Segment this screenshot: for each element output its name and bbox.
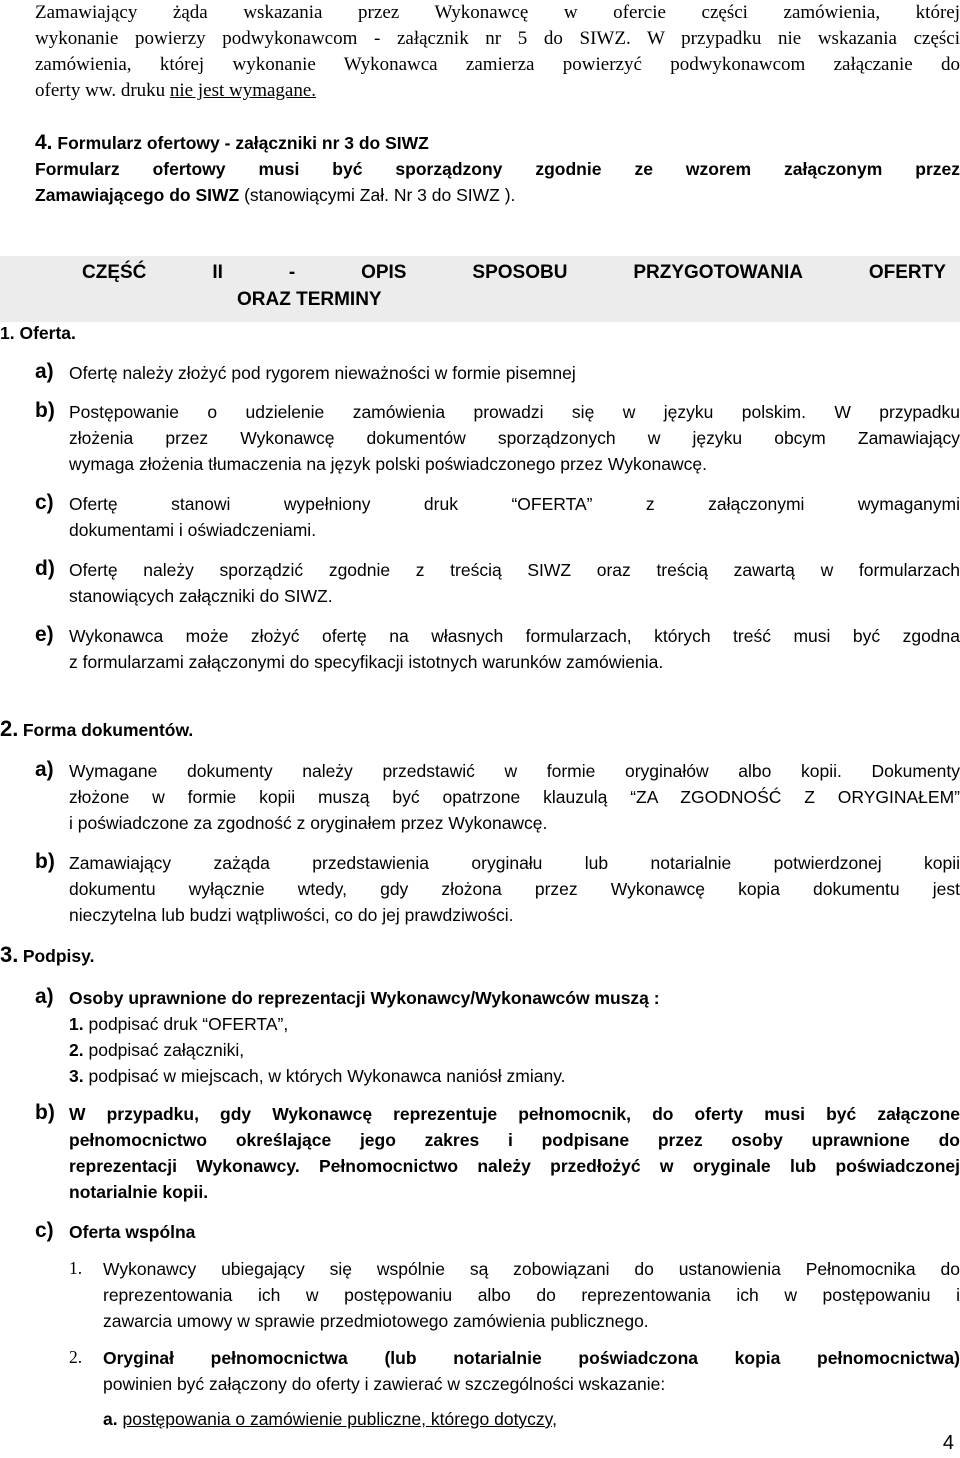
section-4: [35, 130, 960, 208]
oferta-item-d: [69, 557, 960, 609]
item-text: powinien być załączony do oferty i zawierać w szczególności wskazanie:: [103, 1374, 666, 1394]
item-text: wymaga złożenia tłumaczenia na język polski poświadczonego przez Wykonawcę.: [69, 454, 707, 474]
intro-underlined-text: nie jest wymagane.: [169, 80, 317, 101]
item-text: pełnomocnictwo określające jego zakres i podpisane przez osoby uprawnione do: [69, 1130, 960, 1150]
intro-line: zamówienia, której wykonanie Wykonawca zamierza powierzyć podwykonawcom załączanie do: [35, 54, 960, 75]
item-text: złożenia przez Wykonawcę dokumentów sporządzonych w języku obcym Zamawiający: [69, 428, 960, 448]
sub-letter: a.: [103, 1409, 118, 1429]
section-number: 3.: [0, 942, 19, 967]
list-item: [69, 1011, 960, 1037]
list-number: 2.: [69, 1347, 83, 1367]
forma-item-b: [69, 850, 960, 928]
page-number: 4: [942, 1432, 954, 1454]
list-number: 1.: [69, 1258, 83, 1278]
item-heading: Osoby uprawnione do reprezentacji Wykonawcy/Wykonawców muszą :: [69, 988, 660, 1008]
list-text: podpisać w miejscach, w których Wykonawca naniósł zmiany.: [88, 1066, 566, 1086]
podpisy-item-b: [69, 1101, 960, 1205]
item-text: z formularzami załączonymi do specyfikacji istotnych warunków zamówienia.: [69, 652, 664, 672]
section-4-text: Formularz ofertowy musi być sporządzony zgodnie ze wzorem załączonym przez: [35, 159, 960, 179]
item-letter: d): [35, 557, 55, 580]
list-number: 2.: [69, 1040, 84, 1060]
item-text: W przypadku, gdy Wykonawcę reprezentuje pełnomocnik, do oferty musi być załączone: [69, 1104, 960, 1124]
podpisy-a-list: [69, 1011, 960, 1089]
list-number: 1.: [69, 1014, 84, 1034]
section-heading: Forma dokumentów.: [22, 720, 194, 740]
intro-line: wykonanie powierzy podwykonawcom - załącznik nr 5 do SIWZ. W przypadku nie wskazania części: [35, 28, 960, 49]
part-title-word: OFERTY: [868, 262, 946, 283]
podpisy-heading: [0, 942, 960, 968]
item-letter: a): [35, 360, 54, 383]
item-text: stanowiących załączniki do SIWZ.: [69, 586, 333, 606]
intro-text: oferty ww. druku: [35, 80, 170, 101]
oferta-item-c: [69, 491, 960, 543]
item-heading: Oferta wspólna: [69, 1222, 196, 1242]
intro-paragraph: [35, 0, 960, 104]
part-title-word: PRZYGOTOWANIA: [633, 262, 803, 283]
oferta-wspolna-item-1: [103, 1256, 960, 1334]
list-text: podpisać druk “OFERTA”,: [88, 1014, 289, 1034]
section-4-text: [35, 182, 960, 208]
intro-line: Zamawiający żąda wskazania przez Wykonawcę w ofercie części zamówienia, której: [35, 2, 960, 23]
part-title-line2: ORAZ TERMINY: [237, 289, 382, 310]
oferta-item-b: [69, 399, 960, 477]
item-letter: b): [35, 850, 55, 873]
forma-item-a: [69, 758, 960, 836]
oferta-item-a: [69, 360, 960, 386]
sub-item: [103, 1406, 960, 1432]
section-heading: Formularz ofertowy - załączniki nr 3 do SIWZ: [57, 133, 429, 153]
part-title-word: II: [212, 262, 223, 283]
section-number: 4.: [35, 131, 53, 154]
item-text: reprezentacji Wykonawcy. Pełnomocnictwo należy przedłożyć w oryginale lub poświadczonej: [69, 1156, 960, 1176]
item-text: Zamawiający zażąda przedstawienia oryginału lub notarialnie potwierdzonej kopii: [69, 853, 960, 873]
list-item: [69, 1063, 960, 1089]
item-text: i poświadczone za zgodność z oryginałem przez Wykonawcę.: [69, 813, 548, 833]
item-text: Oryginał pełnomocnictwa (lub notarialnie poświadczona kopia pełnomocnictwa): [103, 1348, 960, 1368]
section-4-heading: [35, 130, 960, 156]
item-letter: b): [35, 399, 55, 422]
item-letter: a): [35, 758, 54, 781]
part-title-word: CZĘŚĆ: [82, 262, 147, 283]
item-text: Ofertę należy sporządzić zgodnie z treścią SIWZ oraz treścią zawartą w formularzach: [69, 560, 960, 580]
item-text: dokumentu wyłącznie wtedy, gdy złożona przez Wykonawcę kopia dokumentu jest: [69, 879, 960, 899]
item-letter: e): [35, 623, 54, 646]
item-text: reprezentowania ich w postępowaniu albo do reprezentowania ich w postępowaniu i: [103, 1285, 960, 1305]
item-letter: b): [35, 1101, 55, 1124]
item-text: złożone w formie kopii muszą być opatrzone klauzulą “ZA ZGODNOŚĆ Z ORYGINAŁEM”: [69, 787, 960, 807]
item-text: Wymagane dokumenty należy przedstawić w formie oryginałów albo kopii. Dokumenty: [69, 761, 960, 781]
part-title-word: OPIS: [361, 262, 407, 283]
section-heading: Podpisy.: [22, 946, 95, 966]
plain-text: (stanowiącymi Zał. Nr 3 do SIWZ ).: [239, 185, 516, 205]
item-text: Postępowanie o udzielenie zamówienia prowadzi się w języku polskim. W przypadku: [69, 402, 960, 422]
oferta-wspolna-item-2: [103, 1345, 960, 1397]
list-text: podpisać załączniki,: [88, 1040, 245, 1060]
item-letter: a): [35, 985, 54, 1008]
item-text: zawarcia umowy w sprawie przedmiotowego zamówienia publicznego.: [103, 1311, 649, 1331]
item-text: nieczytelna lub budzi wątpliwości, co do jej prawdziwości.: [69, 905, 514, 925]
item-text: Wykonawcy ubiegający się wspólnie są zobowiązani do ustanowienia Pełnomocnika do: [103, 1259, 960, 1279]
item-letter: c): [35, 491, 54, 514]
item-text: Ofertę stanowi wypełniony druk “OFERTA” z załączonymi wymaganymi: [69, 494, 960, 514]
intro-line: [35, 78, 960, 104]
forma-heading: [0, 716, 960, 742]
part-title-word: -: [288, 262, 296, 283]
part-title-word: SPOSOBU: [472, 262, 568, 283]
part-title-line1: [82, 262, 946, 284]
section-number: 2.: [0, 716, 19, 741]
item-text: Wykonawca może złożyć ofertę na własnych formularzach, których treść musi być zgodna: [69, 626, 960, 646]
list-item: [69, 1037, 960, 1063]
item-text: Ofertę należy złożyć pod rygorem nieważności w formie pisemnej: [69, 363, 576, 383]
podpisy-item-a: [69, 985, 960, 1011]
oferta-item-e: [69, 623, 960, 675]
item-text: notarialnie kopii.: [69, 1182, 209, 1202]
list-number: 3.: [69, 1066, 84, 1086]
sub-text: postępowania o zamówienie publiczne, którego dotyczy,: [122, 1409, 557, 1429]
item-text: dokumentami i oświadczeniami.: [69, 520, 317, 540]
podpisy-item-c: [69, 1219, 960, 1245]
item-letter: c): [35, 1219, 54, 1242]
oferta-heading: 1. Oferta.: [0, 323, 76, 343]
sub-item-a: [103, 1406, 960, 1432]
bold-text: Zamawiającego do SIWZ: [35, 185, 240, 205]
